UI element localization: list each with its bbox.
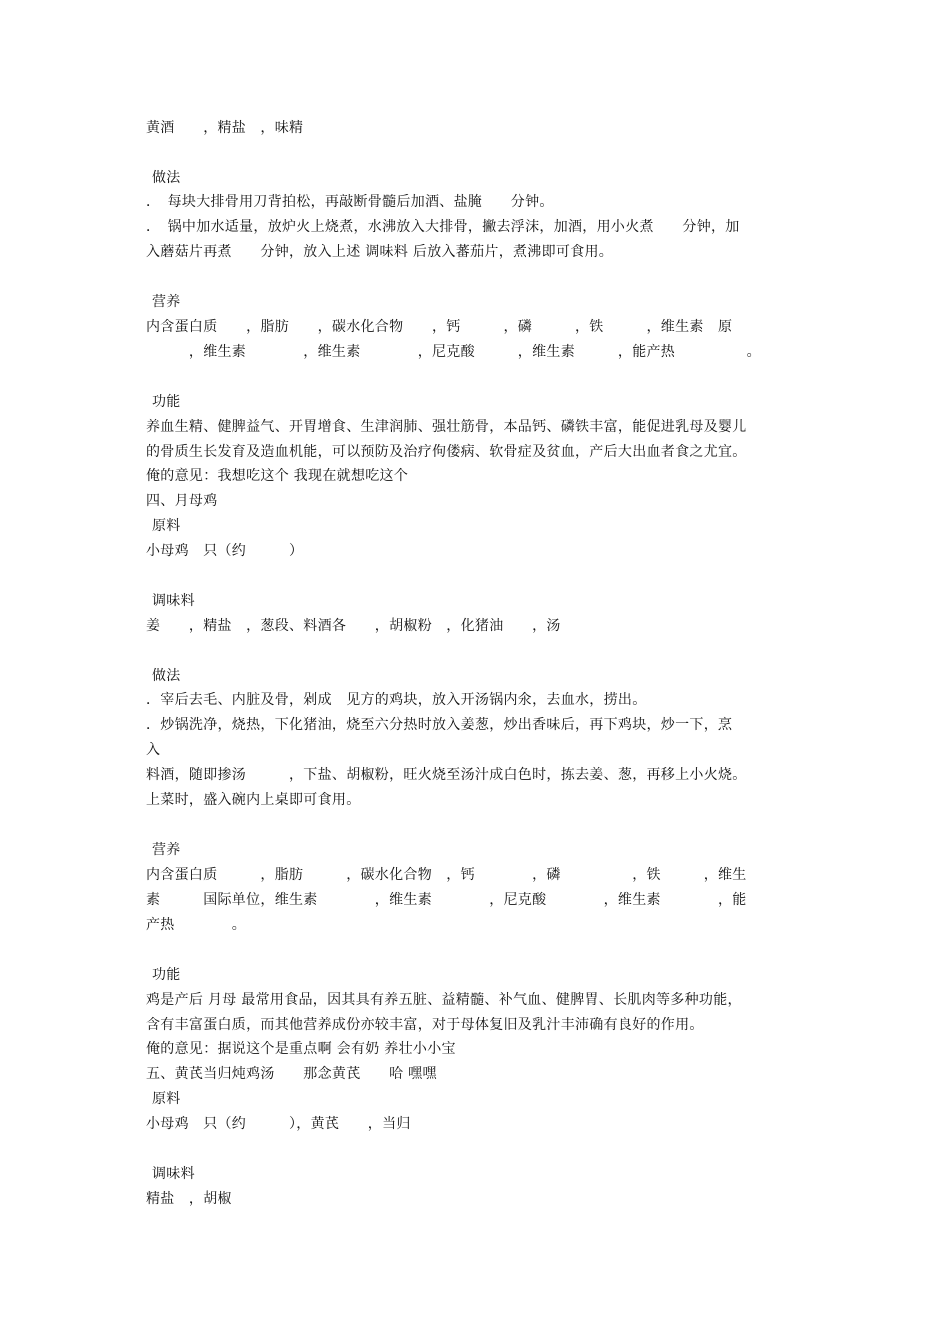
nutrition-line-1: 内含蛋白质 ，脂肪 ，碳水化合物 ，钙 ，磷 ，铁 ，维生素 原: [146, 319, 733, 335]
opinion-line-2: 俺的意见：据说这个是重点啊 会有奶 养壮小小宝: [146, 1041, 456, 1057]
function2-line-1: 鸡是产后 月母 最常用食品，因其具有养五脏、益精髓、补气血、健脾胃、长肌肉等多种功能，: [146, 992, 742, 1008]
function2-line-2: 含有丰富蛋白质，而其他营养成份亦较丰富，对于母体复旧及乳汁丰沛确有良好的作用。: [146, 1017, 704, 1033]
seasoning-line-3: 精盐 ，胡椒: [146, 1191, 232, 1207]
nutrition2-line-1: 内含蛋白质 ，脂肪 ，碳水化合物 ，钙 ，磷 ，铁 ，维生: [146, 867, 747, 883]
method2-step-2-cont: 料酒，随即掺汤 ，下盐、胡椒粉，旺火烧至汤汁成白色时，拣去姜、葱，再移上小火烧。: [146, 767, 747, 783]
section-heading-nutrition: 营养: [152, 294, 181, 310]
ingredients-line: 小母鸡 只（约 ）: [146, 543, 304, 559]
method2-step-1: ．宰后去毛、内脏及骨，剁成 见方的鸡块，放入开汤锅内氽，去血水，捞出。: [146, 692, 647, 708]
section-heading-ingredients: 原料: [152, 518, 181, 534]
method-step-1: ． 每块大排骨用刀背拍松，再敲断骨髓后加酒、盐腌 分钟。: [146, 194, 554, 210]
recipe-title-4: 四、月母鸡: [146, 493, 218, 509]
section-heading-method-2: 做法: [152, 668, 181, 684]
nutrition-line-2: ，维生素 ，维生素 ，尼克酸 ，维生素 ，能产热 。: [146, 344, 761, 360]
method2-step-2-end: 上菜时，盛入碗内上桌即可食用。: [146, 792, 361, 808]
method2-step-2-wrap: 入: [146, 742, 161, 758]
section-heading-method: 做法: [152, 170, 181, 186]
seasoning-line-2: 姜 ，精盐 ，葱段、料酒各 ，胡椒粉 ，化猪油 ，汤: [146, 618, 561, 634]
section-heading-seasoning-3: 调味料: [152, 1166, 195, 1182]
section-heading-seasoning: 调味料: [152, 593, 195, 609]
method-step-2: ． 锅中加水适量，放炉火上烧煮，水沸放入大排骨，撇去浮沫，加酒，用小火煮 分钟，加: [146, 219, 740, 235]
nutrition2-line-2: 素 国际单位，维生素 ，维生素 ，尼克酸 ，维生素 ，能: [146, 892, 747, 908]
seasoning-line: 黄酒 ，精盐 ，味精: [146, 120, 304, 136]
section-heading-function-2: 功能: [152, 967, 181, 983]
nutrition2-line-3: 产热 。: [146, 917, 247, 933]
section-heading-nutrition-2: 营养: [152, 842, 181, 858]
ingredients-line-3: 小母鸡 只（约 ），黄芪 ，当归: [146, 1116, 411, 1132]
opinion-line: 俺的意见：我想吃这个 我现在就想吃这个: [146, 468, 409, 484]
section-heading-function: 功能: [152, 394, 181, 410]
method-step-2-cont: 入蘑菇片再煮 分钟，放入上述 调味料 后放入蕃茄片，煮沸即可食用。: [146, 244, 614, 260]
recipe-title-5: 五、黄芪当归炖鸡汤 那念黄芪 哈 嘿嘿: [146, 1066, 437, 1082]
function-line-2: 的骨质生长发育及造血机能，可以预防及治疗佝偻病、软骨症及贫血，产后大出血者食之尤宜。: [146, 444, 747, 460]
section-heading-ingredients-3: 原料: [152, 1091, 181, 1107]
function-line-1: 养血生精、健脾益气、开胃增食、生津润肺、强壮筋骨，本品钙、磷铁丰富，能促进乳母及婴儿: [146, 419, 747, 435]
method2-step-2: ．炒锅洗净，烧热，下化猪油，烧至六分热时放入姜葱，炒出香味后，再下鸡块，炒一下，烹: [146, 717, 733, 733]
